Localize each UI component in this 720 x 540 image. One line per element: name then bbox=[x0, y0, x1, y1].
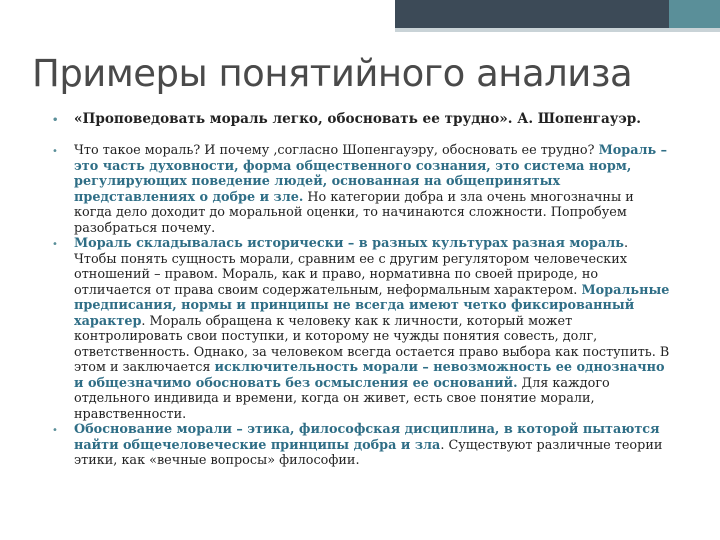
header-bar-underline bbox=[395, 28, 720, 32]
quote-text: «Проповедовать мораль легко, обосновать ее трудно». А. Шопенгауэр. bbox=[74, 111, 641, 127]
highlight-segment: исключительность морали – невозможность ее однозначно и общезначимо обосновать без осмысления ее оснований. bbox=[74, 360, 665, 391]
list-item bbox=[52, 143, 672, 236]
list-item-text bbox=[74, 143, 672, 236]
quote-block bbox=[52, 111, 712, 129]
header-bar-dark bbox=[395, 0, 669, 28]
highlight-segment: Обоснование морали – этика, философская дисциплина, в которой пытаются найти общечеловеческие принципы добра и зла bbox=[74, 422, 660, 453]
list-item-text bbox=[74, 422, 672, 469]
text-segment: . Существуют различные теории этики, как «вечные вопросы» философии. bbox=[74, 437, 663, 468]
text-segment: . Чтобы понять сущность морали, сравним ее с другим регулятором человеческих отношений – правом. Мораль, как и право, нормативна по своей природе, но отличается от права своим содержательным, неформальным характером. bbox=[74, 236, 629, 298]
text-segment: . Мораль обращена к человеку как к личности, который может контролировать свои поступки, и которому не чужды понятия совесть, долг, ответственность. Однако, за человеком всегда остается право выбора как поступить. В этом и заключается bbox=[74, 313, 670, 375]
slide-title: Примеры понятийного анализа bbox=[32, 52, 633, 95]
highlight-segment: Мораль – это часть духовности, форма общественного сознания, это система норм, регулирующих поведение людей, основанная на общепринятых представлениях о добре и зле. bbox=[74, 143, 668, 205]
header-bar-accent bbox=[669, 0, 720, 28]
bullet-icon: • bbox=[52, 146, 58, 157]
text-segment: Что такое мораль? И почему ,согласно Шопенгауэру, обосновать ее трудно? bbox=[74, 143, 599, 158]
bullet-icon: • bbox=[52, 115, 59, 126]
list-item bbox=[52, 236, 672, 422]
bullet-icon: • bbox=[52, 239, 58, 250]
text-segment: Но категории добра и зла очень многозначны и когда дело доходит до моральной оценки, то начинаются сложности. Попробуем разобраться почему. bbox=[74, 189, 634, 236]
list-item bbox=[52, 422, 672, 469]
highlight-segment: Мораль складывалась исторически – в разных культурах разная мораль bbox=[74, 236, 624, 251]
header-band bbox=[0, 0, 720, 48]
text-segment: Для каждого отдельного индивида и времени, когда он живет, есть свое понятие морали, нравственности. bbox=[74, 375, 610, 422]
bullet-icon: • bbox=[52, 425, 58, 436]
list-item-text bbox=[74, 236, 672, 422]
highlight-segment: Моральные предписания, нормы и принципы не всегда имеют четко фиксированный характер bbox=[74, 282, 670, 329]
bullet-list bbox=[52, 143, 672, 469]
